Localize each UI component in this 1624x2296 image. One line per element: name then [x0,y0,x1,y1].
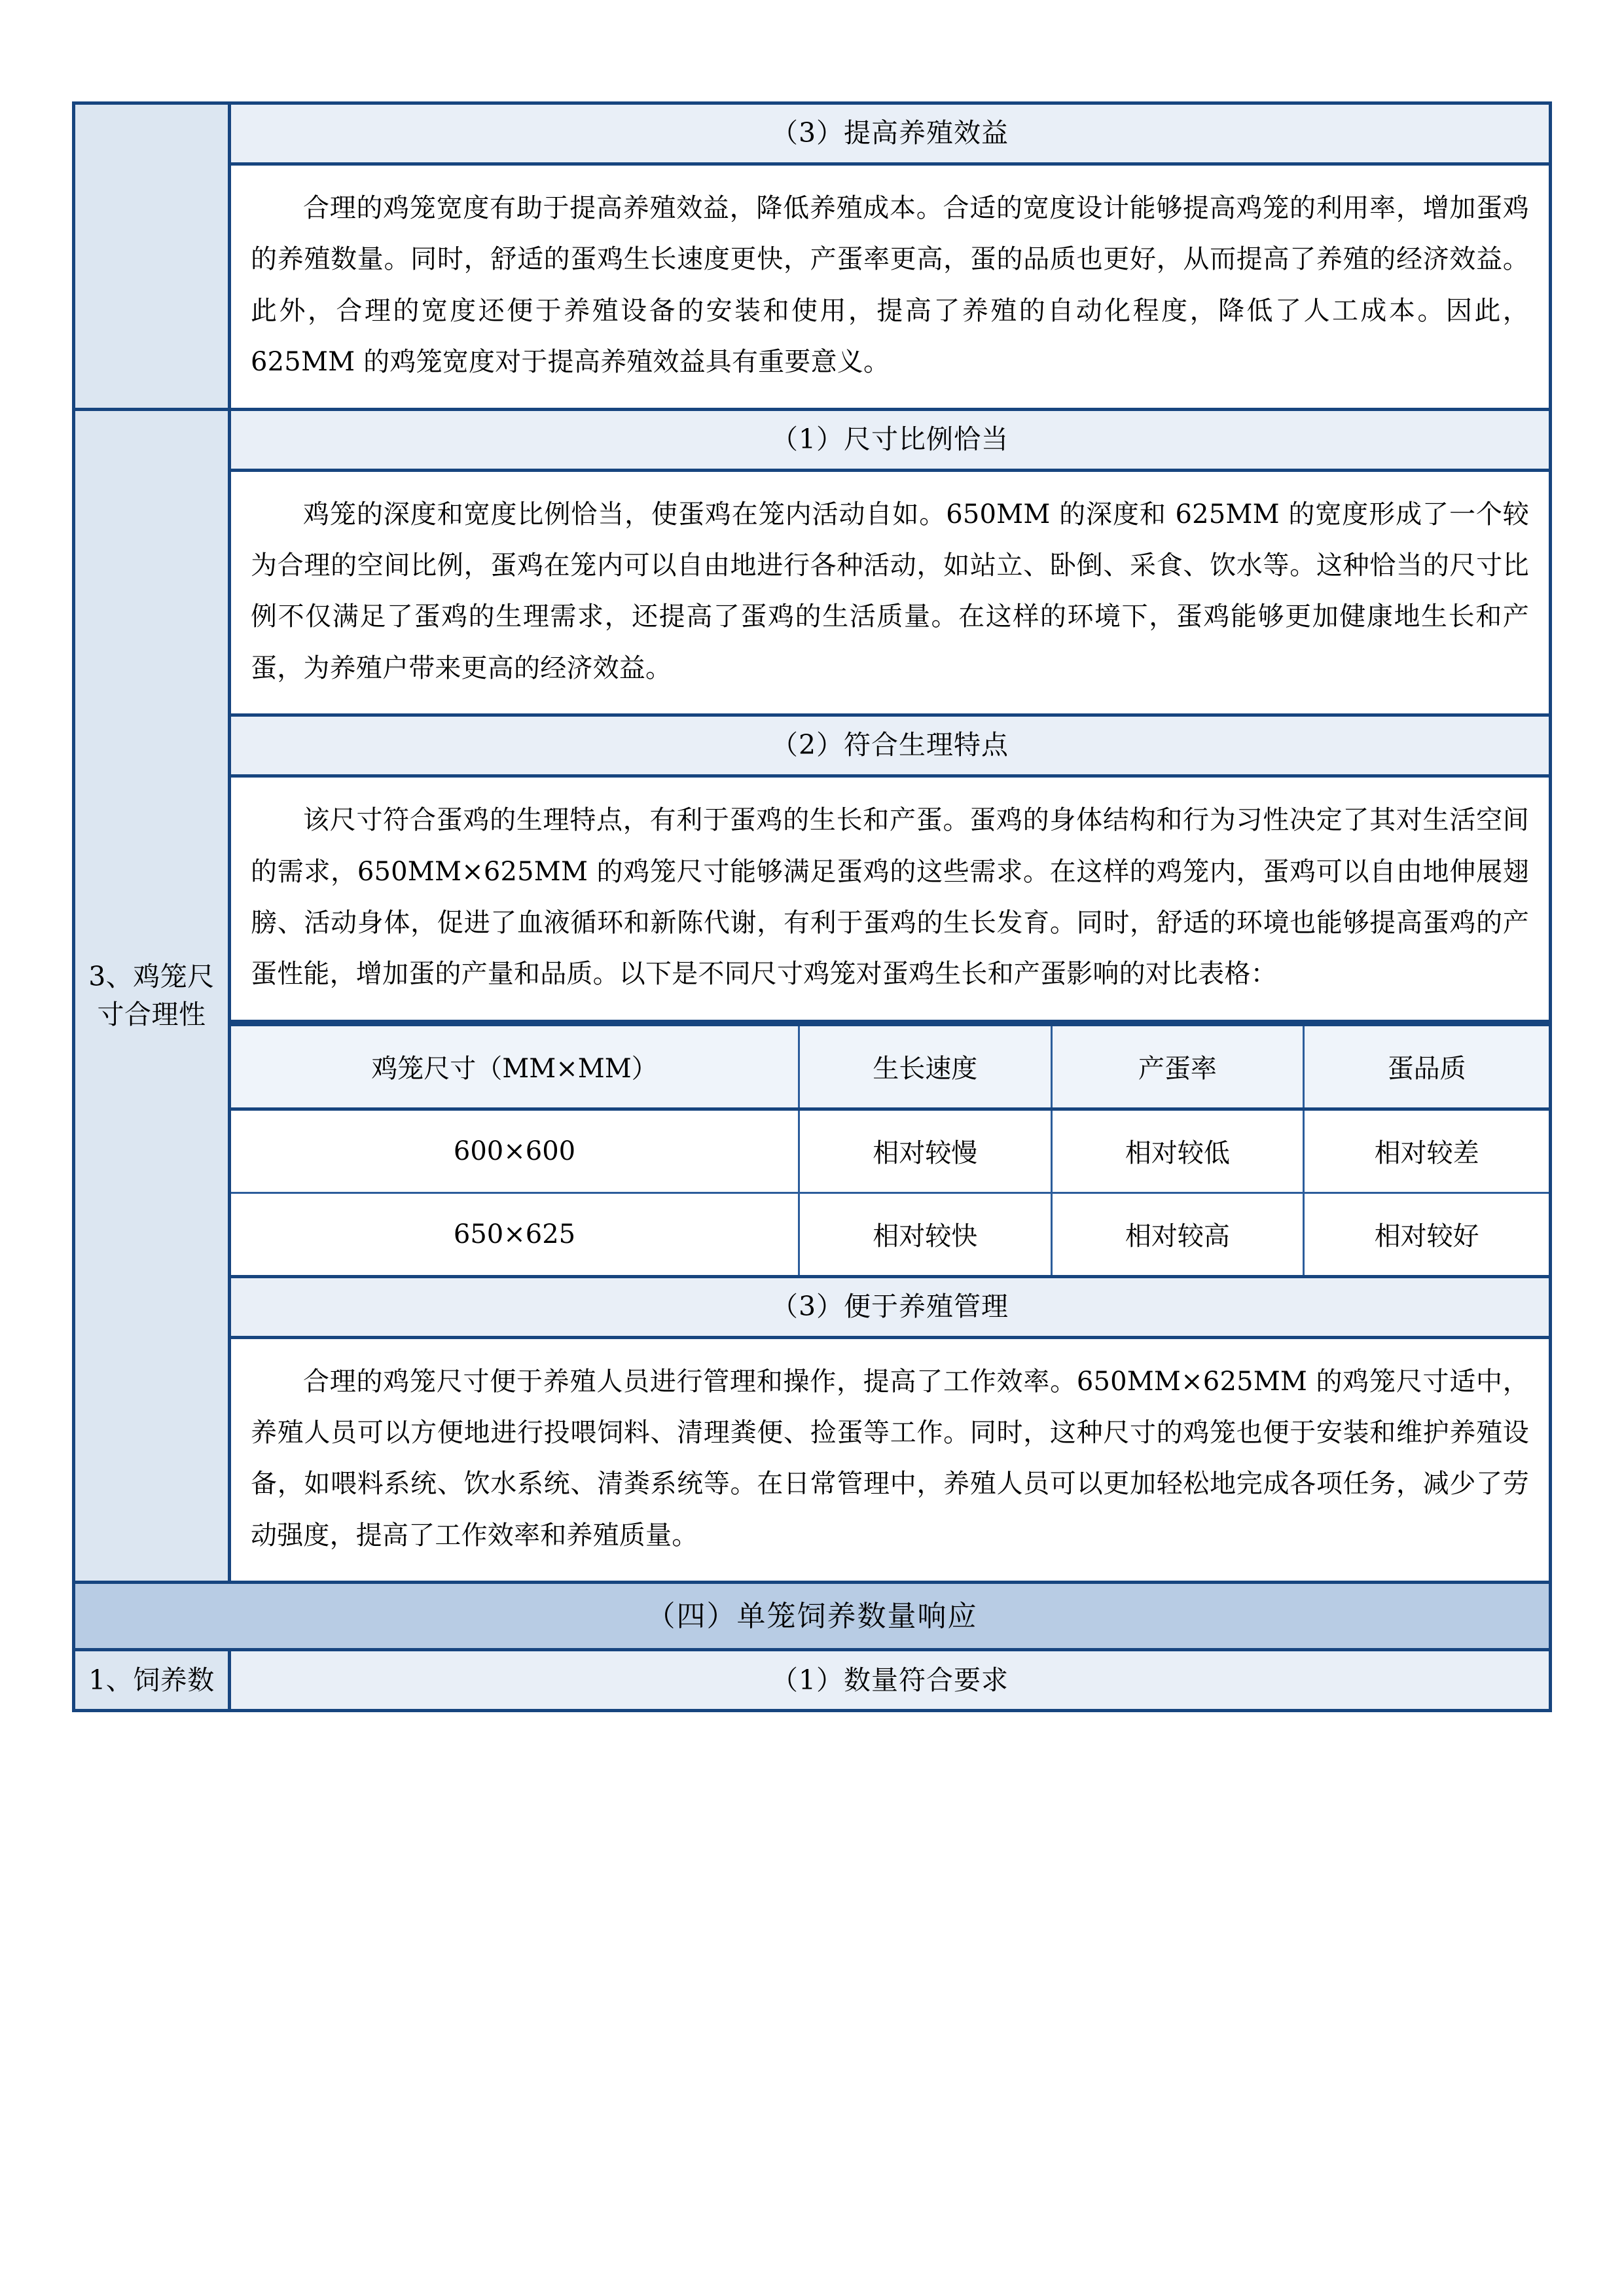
body-cell-management [230,1337,1551,1583]
body-cell-proportion [230,470,1551,715]
paragraph-physiology: 该尺寸符合蛋鸡的生理特点，有利于蛋鸡的生长和产蛋。蛋鸡的身体结构和行为习性决定了其对生活空间的需求，650MM×625MM 的鸡笼尺寸能够满足蛋鸡的这些需求。在这样的鸡笼内，蛋鸡可以自由地伸展翅膀、活动身体，促进了血液循环和新陈代谢，有利于蛋鸡的生长发育。同时，舒适的环境也能够提高蛋鸡的产蛋性能，增加蛋的产量和品质。以下是不同尺寸鸡笼对蛋鸡生长和产蛋影响的对比表格： [251,805,1529,990]
cell-laying-rate-650: 相对较高 [1051,1193,1304,1275]
table-row [74,470,1551,715]
subsection-heading-quantity-requirement: （1）数量符合要求 [230,1650,1551,1711]
category-cell-cage-size-rationality: 3、鸡笼尺寸合理性 [74,409,230,1583]
table-row [74,1337,1551,1583]
column-header-egg-quality: 蛋品质 [1304,1024,1549,1109]
table-row [74,1583,1551,1650]
subsection-heading-physiology: （2）符合生理特点 [230,715,1551,776]
comparison-table-cell [230,1021,1551,1276]
comparison-header-row [231,1024,1549,1109]
column-header-laying-rate: 产蛋率 [1051,1024,1304,1109]
comparison-data-row [231,1109,1549,1193]
table-row [74,715,1551,776]
category-cell-feeding-quantity: 1、饲养数 [74,1650,230,1711]
table-row [74,1650,1551,1711]
paragraph-management: 合理的鸡笼尺寸便于养殖人员进行管理和操作，提高了工作效率。650MM×625MM 的鸡笼尺寸适中，养殖人员可以方便地进行投喂饲料、清理粪便、捡蛋等工作。同时，这种尺寸的鸡笼也便于安装和维护养殖设备，如喂料系统、饮水系统、清粪系统等。在日常管理中，养殖人员可以更加轻松地完成各项任务，减少了劳动强度，提高了工作效率和养殖质量。 [251,1366,1529,1551]
body-cell-physiology [230,776,1551,1022]
comparison-data-row [231,1193,1549,1275]
main-content-table [72,101,1552,1712]
column-header-cage-size: 鸡笼尺寸（MM×MM） [231,1024,799,1109]
subsection-heading-improve-efficiency: （3）提高养殖效益 [230,103,1551,164]
cell-laying-rate-600: 相对较低 [1051,1109,1304,1193]
subsection-heading-proportion: （1）尺寸比例恰当 [230,409,1551,470]
table-row [74,776,1551,1022]
cell-growth-speed-600: 相对较慢 [799,1109,1051,1193]
subsection-heading-management: （3）便于养殖管理 [230,1276,1551,1337]
table-row [74,409,1551,470]
cell-egg-quality-600: 相对较差 [1304,1109,1549,1193]
table-row [74,103,1551,164]
cell-egg-quality-650: 相对较好 [1304,1193,1549,1275]
group-band-single-cage-quantity: （四）单笼饲养数量响应 [74,1583,1551,1650]
cell-growth-speed-650: 相对较快 [799,1193,1051,1275]
table-row [74,1021,1551,1276]
paragraph-improve-efficiency: 合理的鸡笼宽度有助于提高养殖效益，降低养殖成本。合适的宽度设计能够提高鸡笼的利用率，增加蛋鸡的养殖数量。同时，舒适的蛋鸡生长速度更快，产蛋率更高，蛋的品质也更好，从而提高了养殖的经济效益。此外，合理的宽度还便于养殖设备的安装和使用，提高了养殖的自动化程度，降低了人工成本。因此，625MM 的鸡笼宽度对于提高养殖效益具有重要意义。 [251,193,1529,378]
category-cell-continuation [74,103,230,410]
table-row [74,164,1551,410]
table-row [74,1276,1551,1337]
cage-size-comparison-table [231,1023,1549,1275]
cell-cage-size-650: 650×625 [231,1193,799,1275]
cell-cage-size-600: 600×600 [231,1109,799,1193]
paragraph-proportion: 鸡笼的深度和宽度比例恰当，使蛋鸡在笼内活动自如。650MM 的深度和 625MM 的宽度形成了一个较为合理的空间比例，蛋鸡在笼内可以自由地进行各种活动，如站立、卧倒、采食、饮水等。这种恰当的尺寸比例不仅满足了蛋鸡的生理需求，还提高了蛋鸡的生活质量。在这样的环境下，蛋鸡能够更加健康地生长和产蛋，为养殖户带来更高的经济效益。 [251,499,1529,683]
body-cell-improve-efficiency [230,164,1551,410]
column-header-growth-speed: 生长速度 [799,1024,1051,1109]
